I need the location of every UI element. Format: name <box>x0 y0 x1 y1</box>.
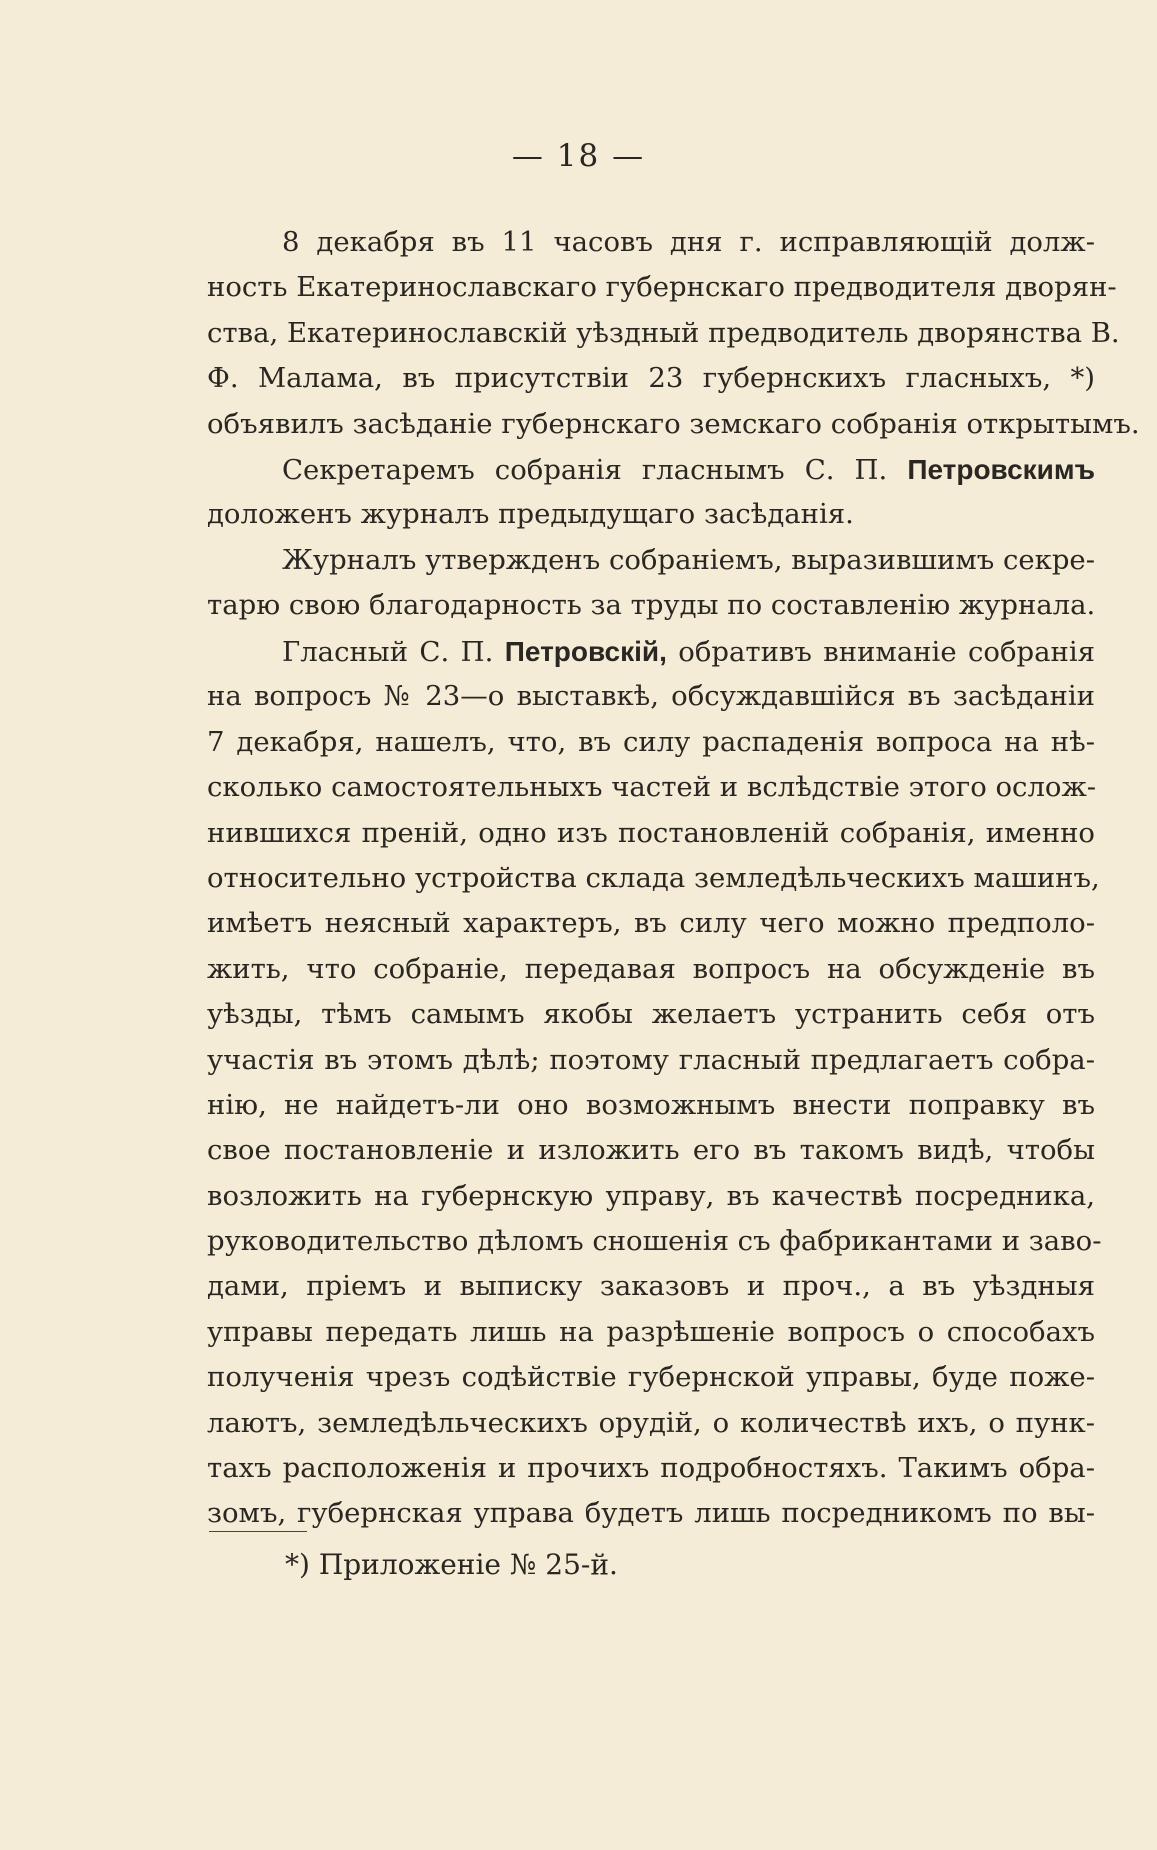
paragraph-petrovsky-proposal <box>207 629 1102 1537</box>
name-petrovsky: Петровскій, <box>504 636 667 667</box>
text-line: имѣетъ неясный характеръ, въ силу чего можно предполо- <box>207 907 1095 940</box>
text-line: участія въ этомъ дѣлѣ; поэтому гласный предлагаетъ собра- <box>207 1043 1095 1076</box>
text-line: зомъ, губернская управа будетъ лишь посредникомъ по вы- <box>207 1497 1095 1530</box>
text-line: доложенъ журналъ предыдущаго засѣданія. <box>207 498 854 531</box>
text-fragment: Гласный С. П. <box>282 636 505 668</box>
name-petrovsky: Петровскимъ <box>907 454 1095 485</box>
text-line: управы передать лишь на разрѣшеніе вопросъ о способахъ <box>207 1315 1095 1348</box>
text-line: руководительство дѣломъ сношенія съ фабрикантами и заво- <box>207 1225 1102 1258</box>
text-line <box>207 629 1095 674</box>
text-line: Ф. Малама, въ присутствіи 23 губернскихъ гласныхъ, *) <box>207 362 1095 395</box>
paragraph-secretary <box>207 447 1095 538</box>
text-line: нившихся преній, одно изъ постановленій собранія, именно <box>207 816 1095 849</box>
text-line: относительно устройства склада земледѣльческихъ машинъ, <box>207 861 1100 894</box>
text-line: возложить на губернскую управу, въ качествѣ посредника, <box>207 1179 1095 1212</box>
text-line: свое постановленіе и изложить его въ такомъ видѣ, чтобы <box>207 1134 1095 1167</box>
text-line: ность Екатеринославскаго губернскаго предводителя дворян- <box>207 271 1117 304</box>
text-line: сколько самостоятельныхъ частей и вслѣдствіе этого ослож- <box>207 771 1097 804</box>
text-fragment: обративъ вниманіе собранія <box>666 636 1096 668</box>
text-line: объявилъ засѣданіе губернскаго земскаго собранія открытымъ. <box>207 407 1140 440</box>
text-line: 8 декабря въ 11 часовъ дня г. исправляющій долж- <box>282 226 1095 258</box>
text-line: ства, Екатеринославскій уѣздный предводитель дворянства В. <box>207 316 1120 349</box>
text-line: дами, пріемъ и выписку заказовъ и проч., а въ уѣздныя <box>207 1270 1095 1303</box>
footnote-divider <box>209 1531 307 1532</box>
text-line: тахъ расположенія и прочихъ подробностяхъ. Такимъ обра- <box>207 1452 1095 1485</box>
text-line <box>207 447 1095 492</box>
text-line: лаютъ, земледѣльческихъ орудій, о количествѣ ихъ, о пунк- <box>207 1406 1095 1439</box>
paragraph-opening <box>207 220 1140 447</box>
text-line: жить, что собраніе, передавая вопросъ на обсужденіе въ <box>207 952 1095 985</box>
footnote: *) Приложеніе № 25-й. <box>285 1548 618 1581</box>
text-line: полученія чрезъ содѣйствіе губернской управы, буде поже- <box>207 1361 1095 1394</box>
paragraph-journal <box>207 538 1095 629</box>
text-fragment: Секретаремъ собранія гласнымъ С. П. <box>282 454 908 486</box>
text-line: уѣзды, тѣмъ самымъ якобы желаетъ устранить себя отъ <box>207 998 1095 1031</box>
text-line: на вопросъ № 23—о выставкѣ, обсуждавшійся въ засѣданіи <box>207 680 1095 713</box>
text-line: нію, не найдетъ-ли оно возможнымъ внести поправку въ <box>207 1088 1095 1121</box>
text-line: тарю свою благодарность за труды по составленію журнала. <box>207 589 1096 622</box>
text-line: 7 декабря, нашелъ, что, въ силу распаденія вопроса на нѣ- <box>207 725 1095 758</box>
page-number: — 18 — <box>511 138 646 174</box>
text-line: Журналъ утвержденъ собраніемъ, выразившимъ секре- <box>282 544 1095 576</box>
